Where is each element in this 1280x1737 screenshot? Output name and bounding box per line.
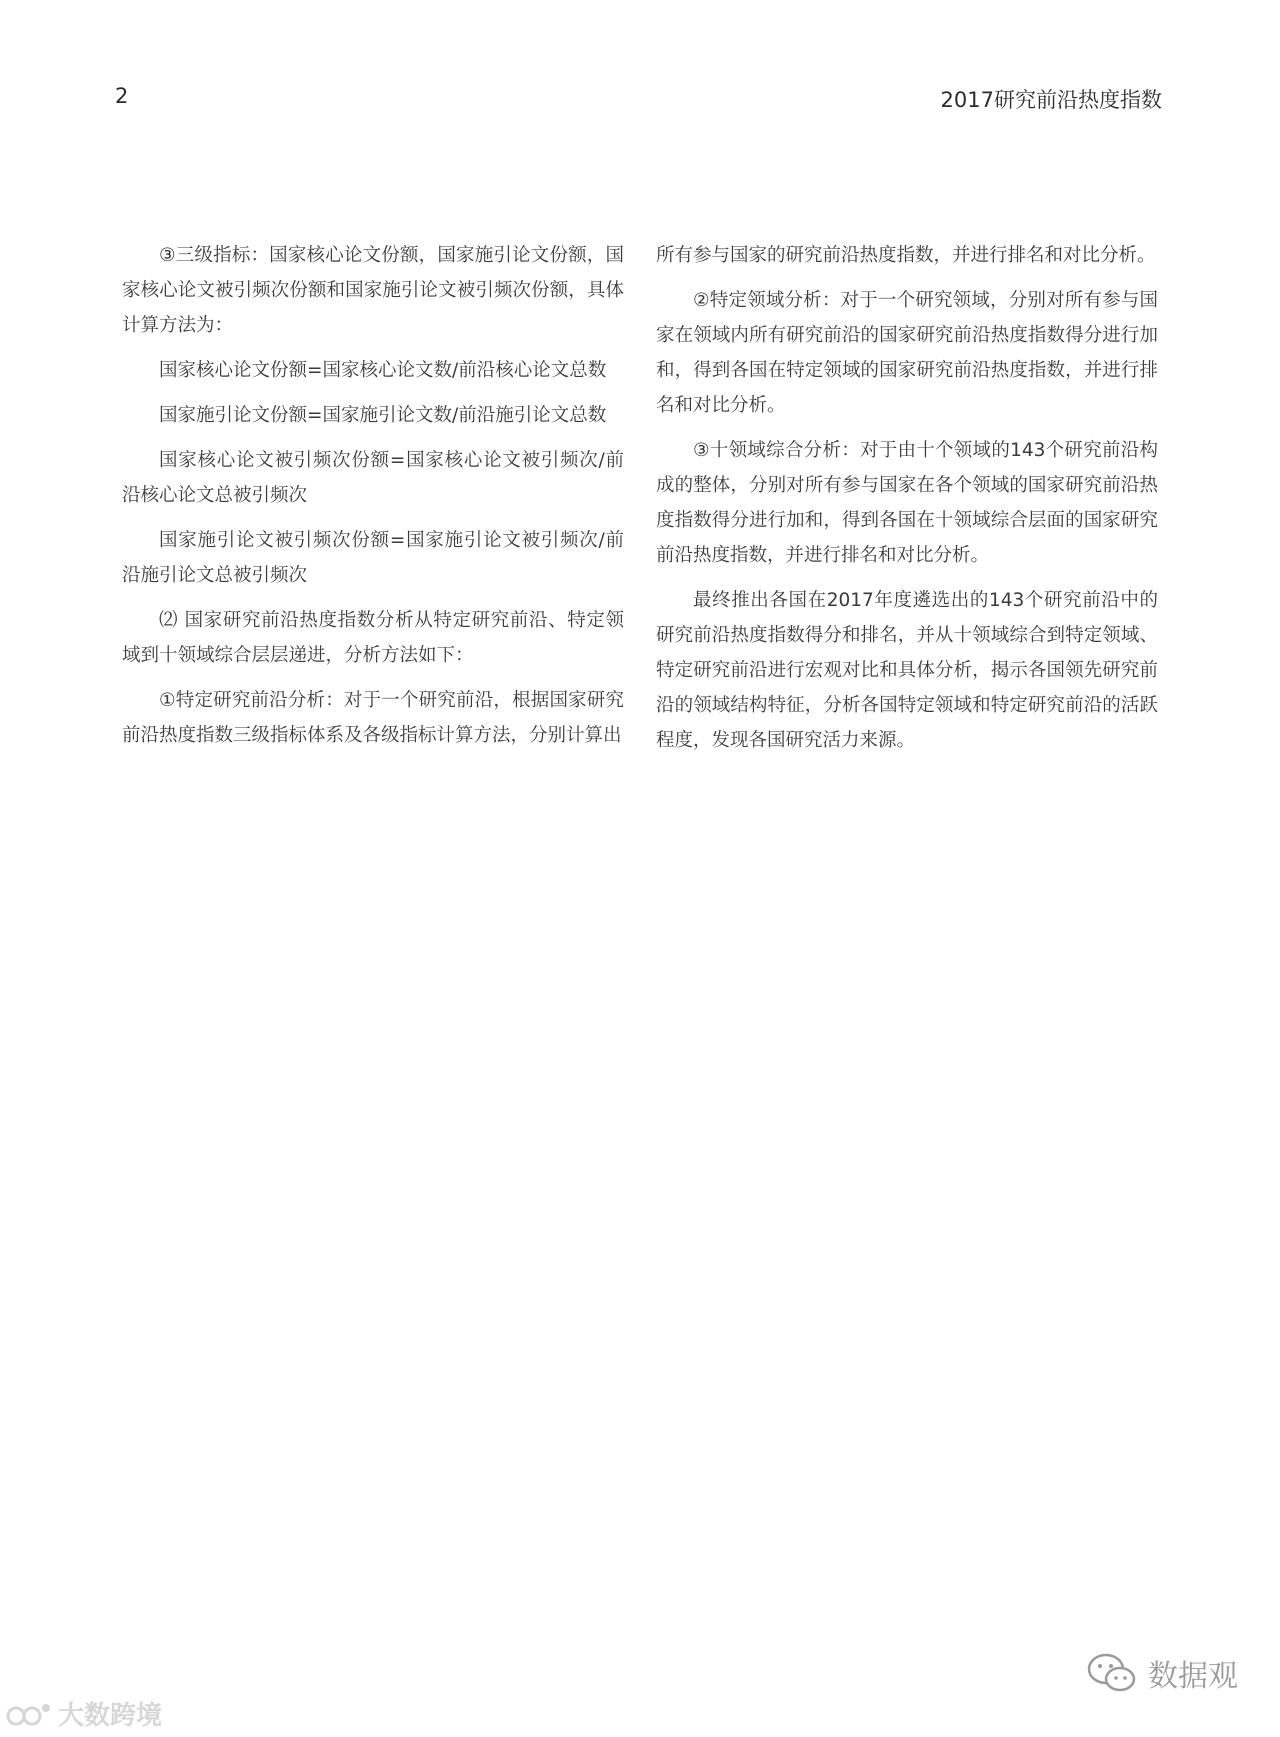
watermark-left bbox=[6, 1695, 162, 1732]
formula-line: 国家核心论文份额=国家核心论文数/前沿核心论文总数 bbox=[159, 360, 607, 381]
watermark-left-text: 大数跨境 bbox=[58, 1701, 163, 1731]
paragraph: ②特定领域分析：对于一个研究领域，分别对所有参与国家在领域内所有研究前沿的国家研究前沿热度指数得分进行加和，得到各国在特定领域的国家研究前沿热度指数，并进行排名和对比分析。 bbox=[656, 290, 1158, 416]
left-column bbox=[122, 238, 624, 763]
paragraph: ③十领域综合分析：对于由十个领域的143个研究前沿构成的整体，分别对所有参与国家在各个领域的国家研究前沿热度指数得分进行加和，得到各国在十领域综合层面的国家研究前沿热度指数，并进行排名和对比分析。 bbox=[656, 440, 1158, 566]
paragraph: ⑵ 国家研究前沿热度指数分析从特定研究前沿、特定领域到十领域综合层层递进，分析方法如下： bbox=[122, 610, 624, 666]
running-title: 2017研究前沿热度指数 bbox=[940, 88, 1162, 112]
brand-logo-icon bbox=[6, 1699, 52, 1729]
paragraph: 最终推出各国在2017年度遴选出的143个研究前沿中的研究前沿热度指数得分和排名，并从十领域综合到特定领域、特定研究前沿进行宏观对比和具体分析，揭示各国领先研究前沿的领域结构特征，分析各国特定领域和特定研究前沿的活跃程度，发现各国研究活力来源。 bbox=[656, 590, 1158, 751]
paragraph-continuation: 所有参与国家的研究前沿热度指数，并进行排名和对比分析。 bbox=[656, 245, 1156, 266]
watermark-right bbox=[1086, 1651, 1238, 1695]
watermark-right-text: 数据观 bbox=[1148, 1659, 1238, 1694]
formula-line: 国家施引论文份额=国家施引论文数/前沿施引论文总数 bbox=[159, 405, 607, 426]
formula-line: 国家核心论文被引频次份额=国家核心论文被引频次/前沿核心论文总被引频次 bbox=[122, 450, 624, 506]
paragraph: ③三级指标：国家核心论文份额，国家施引论文份额，国家核心论文被引频次份额和国家施引论文被引频次份额，具体计算方法为： bbox=[122, 245, 624, 336]
page-number: 2 bbox=[115, 84, 129, 108]
wechat-icon bbox=[1086, 1651, 1138, 1695]
right-column bbox=[656, 238, 1158, 768]
paragraph: ①特定研究前沿分析：对于一个研究前沿，根据国家研究前沿热度指数三级指标体系及各级指标计算方法，分别计算出 bbox=[122, 690, 624, 746]
formula-line: 国家施引论文被引频次份额=国家施引论文被引频次/前沿施引论文总被引频次 bbox=[122, 530, 624, 586]
